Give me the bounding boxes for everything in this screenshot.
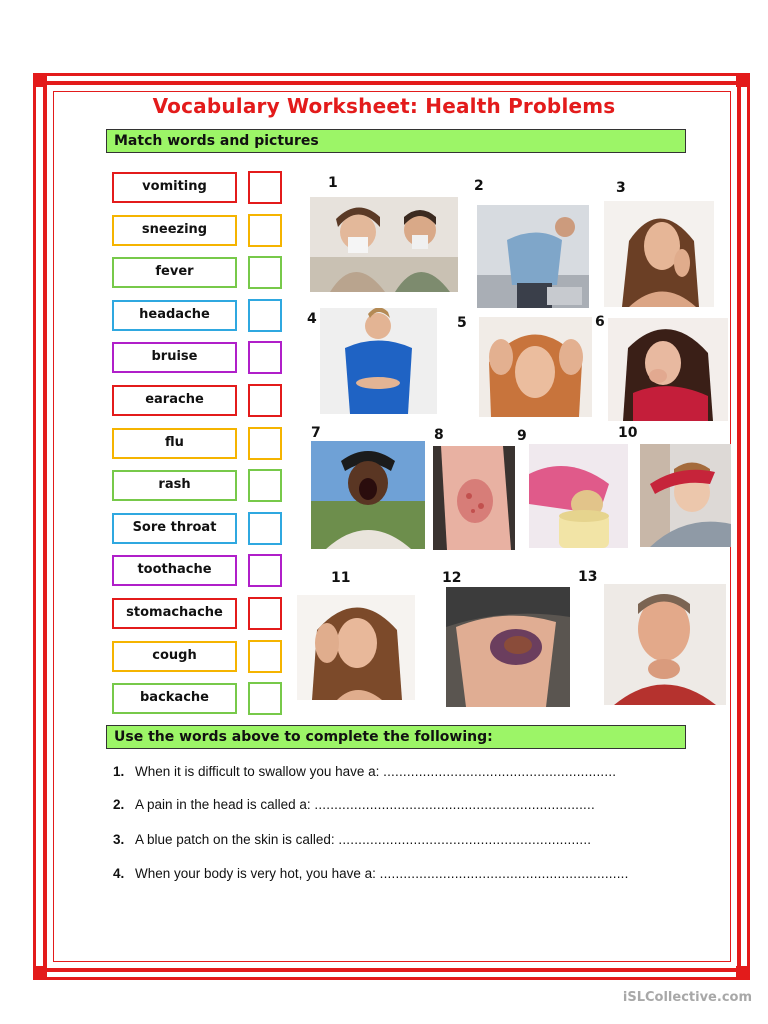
answer-box[interactable]	[248, 469, 282, 502]
worksheet-title: Vocabulary Worksheet: Health Problems	[152, 94, 616, 118]
photo-rash-arm	[433, 446, 515, 550]
frame-corner	[736, 73, 750, 87]
picture-number: 10	[618, 425, 638, 441]
question-2	[113, 797, 595, 812]
vocab-word: cough	[112, 641, 237, 672]
picture-number: 7	[311, 425, 321, 441]
answer-box[interactable]	[248, 171, 282, 204]
photo-stomachache	[320, 308, 437, 414]
vocab-word: sneezing	[112, 215, 237, 246]
vocab-word: flu	[112, 428, 237, 459]
question-3	[113, 832, 591, 847]
answer-blank[interactable]: ................................................................	[338, 832, 592, 847]
question-number: 3.	[113, 832, 125, 847]
answer-box[interactable]	[248, 341, 282, 374]
photo-yawning-man	[311, 441, 425, 549]
picture-number: 8	[434, 427, 444, 443]
frame-corner	[33, 966, 47, 980]
answer-box[interactable]	[248, 554, 282, 587]
watermark: iSLCollective.com	[622, 990, 752, 1005]
answer-box[interactable]	[248, 214, 282, 247]
picture-number: 2	[474, 178, 484, 194]
answer-blank[interactable]: ...........................................................	[383, 764, 617, 779]
photo-earache-woman	[297, 595, 415, 700]
photo-sore-throat-man	[604, 584, 726, 705]
answer-box[interactable]	[248, 384, 282, 417]
photo-bruise-leg	[446, 587, 570, 707]
answer-box[interactable]	[248, 299, 282, 332]
vocab-word: toothache	[112, 555, 237, 586]
vocab-word: Sore throat	[112, 513, 237, 544]
photo-vomiting	[529, 444, 628, 548]
section-heading-match: Match words and pictures	[106, 129, 686, 153]
question-number: 4.	[113, 866, 125, 881]
picture-number: 6	[595, 314, 605, 330]
vocab-word: rash	[112, 470, 237, 501]
picture-number: 3	[616, 180, 626, 196]
photo-toothache-woman	[604, 201, 714, 307]
answer-box[interactable]	[248, 597, 282, 630]
vocab-word: backache	[112, 683, 237, 714]
question-number: 1.	[113, 764, 125, 779]
question-number: 2.	[113, 797, 125, 812]
photo-fever-woman	[640, 444, 731, 547]
picture-number: 5	[457, 315, 467, 331]
vocab-word: headache	[112, 300, 237, 331]
photo-coughing-woman	[608, 318, 728, 421]
question-text: When it is difficult to swallow you have a:	[135, 764, 380, 779]
picture-number: 1	[328, 175, 338, 191]
answer-blank[interactable]: .......................................................................	[314, 797, 595, 812]
picture-number: 12	[442, 570, 462, 586]
answer-box[interactable]	[248, 640, 282, 673]
answer-box[interactable]	[248, 682, 282, 715]
vocab-word: stomachache	[112, 598, 237, 629]
photo-headache-woman	[479, 317, 592, 417]
picture-number: 9	[517, 428, 527, 444]
vocab-word: bruise	[112, 342, 237, 373]
picture-number: 11	[331, 570, 351, 586]
picture-number: 4	[307, 311, 317, 327]
photo-sneezing-couple	[310, 197, 458, 292]
section-heading-complete: Use the words above to complete the following:	[106, 725, 686, 749]
question-text: When your body is very hot, you have a:	[135, 866, 376, 881]
answer-box[interactable]	[248, 512, 282, 545]
vocab-word: vomiting	[112, 172, 237, 203]
question-4	[113, 866, 629, 881]
question-1	[113, 764, 616, 779]
frame-corner	[736, 966, 750, 980]
photo-backache	[477, 205, 589, 308]
vocab-word: fever	[112, 257, 237, 288]
question-text: A blue patch on the skin is called:	[135, 832, 335, 847]
answer-box[interactable]	[248, 427, 282, 460]
answer-blank[interactable]: ...............................................................	[379, 866, 629, 881]
answer-box[interactable]	[248, 256, 282, 289]
picture-number: 13	[578, 569, 598, 585]
frame-corner	[33, 73, 47, 87]
question-text: A pain in the head is called a:	[135, 797, 311, 812]
vocab-word: earache	[112, 385, 237, 416]
